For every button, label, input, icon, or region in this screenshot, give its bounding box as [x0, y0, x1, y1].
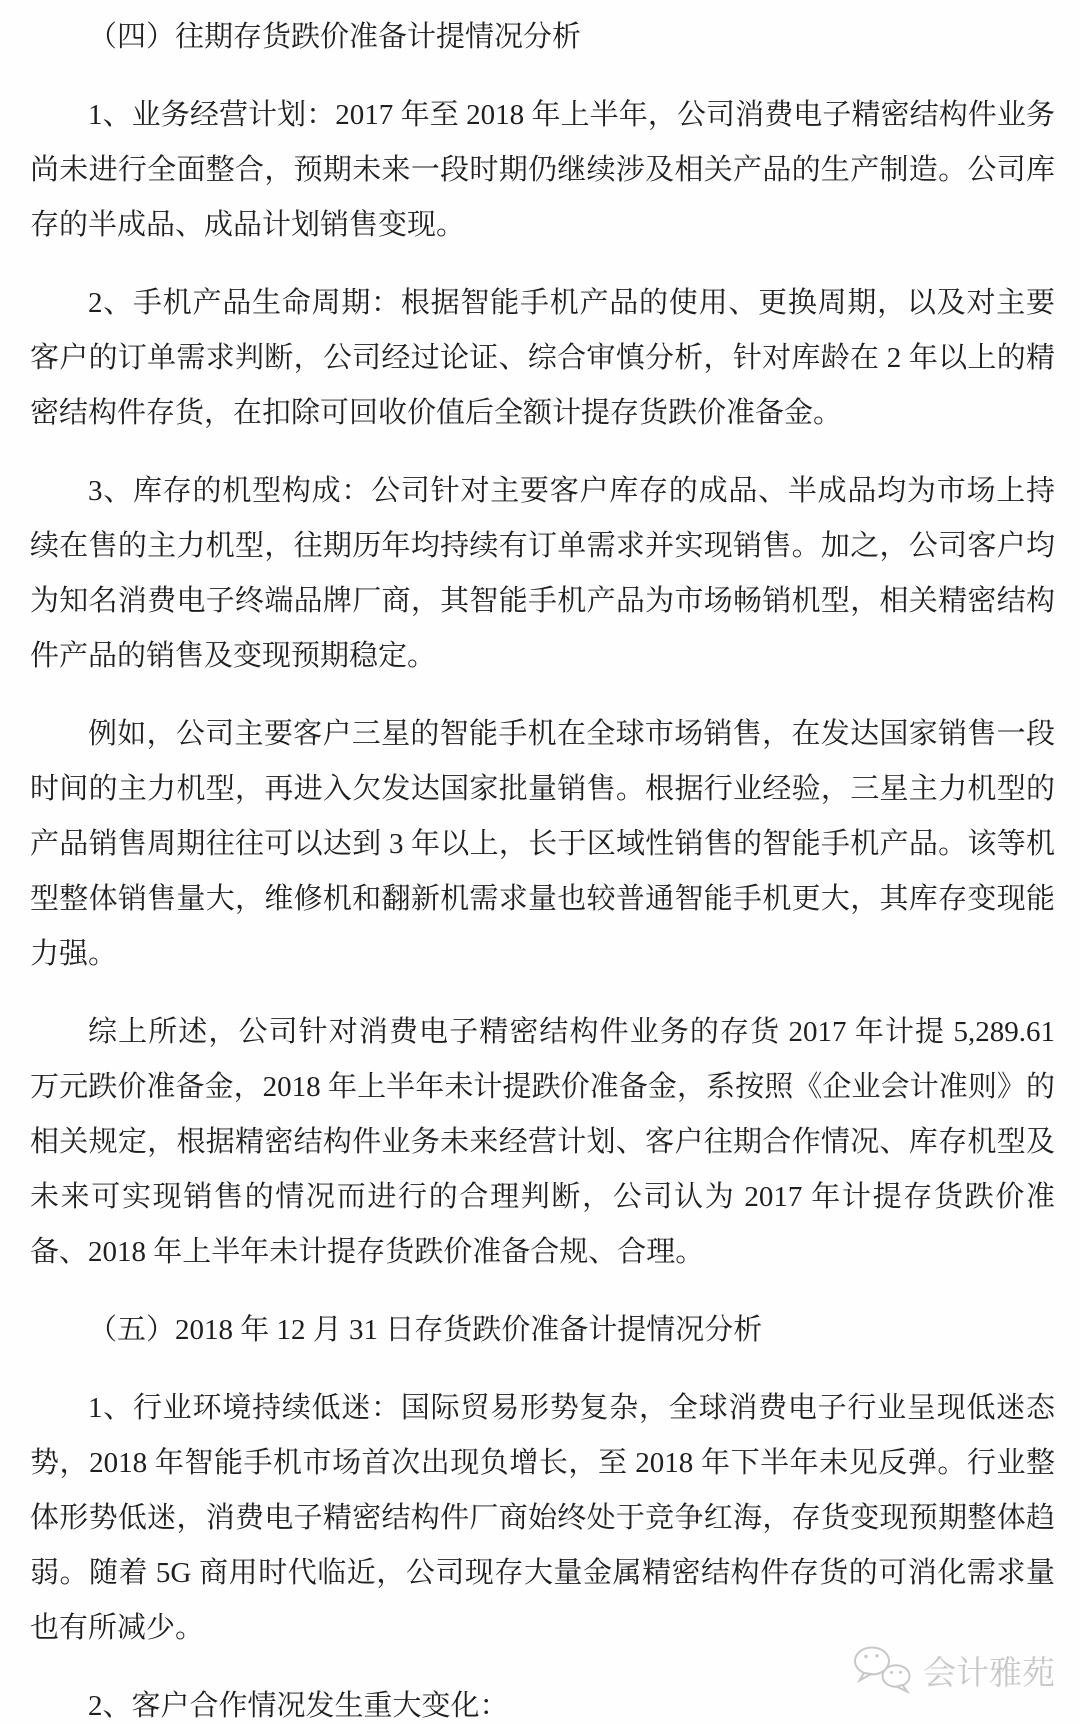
watermark	[851, 1645, 1055, 1695]
paragraph-customer-cooperation: 2、客户合作情况发生重大变化：	[88, 1690, 509, 1722]
paragraph-industry-downturn: 1、行业环境持续低迷：国际贸易形势复杂，全球消费电子行业呈现低迷态势，2018 年智能手机市场首次出现负增长，至 2018 年下半年未见反弹。行业整体形势低迷，消费电子精密结构件厂商始终处于竞争红海，存货变现预期整体趋弱。随着 5G 商用时代临近，公司现存大量金属精密结构件存货的可消化需求量也有所减少。	[30, 1392, 1055, 1644]
wechat-chat-bubbles-icon	[851, 1645, 915, 1695]
paragraph-samsung-example: 例如，公司主要客户三星的智能手机在全球市场销售，在发达国家销售一段时间的主力机型，再进入欠发达国家批量销售。根据行业经验，三星主力机型的产品销售周期往往可以达到 3 年以上，长于区域性销售的智能手机产品。该等机型整体销售量大，维修机和翻新机需求量也较普通智能手机更大，其库存变现能力强。	[30, 718, 1055, 970]
paragraph-inventory-models: 3、库存的机型构成：公司针对主要客户库存的成品、半成品均为市场上持续在售的主力机型，往期历年均持续有订单需求并实现销售。加之，公司客户均为知名消费电子终端品牌厂商，其智能手机产品为市场畅销机型，相关精密结构件产品的销售及变现预期稳定。	[30, 475, 1055, 672]
section-heading-past-provision: （四）往期存货跌价准备计提情况分析	[88, 21, 582, 53]
paragraph-business-plan: 1、业务经营计划：2017 年至 2018 年上半年，公司消费电子精密结构件业务尚未进行全面整合，预期未来一段时期仍继续涉及相关产品的生产制造。公司库存的半成品、成品计划销售变现。	[30, 99, 1055, 241]
paragraph-product-lifecycle: 2、手机产品生命周期：根据智能手机产品的使用、更换周期，以及对主要客户的订单需求判断，公司经过论证、综合审慎分析，针对库龄在 2 年以上的精密结构件存货，在扣除可回收价值后全额计提存货跌价准备金。	[30, 287, 1055, 429]
section-heading-2018-provision: （五）2018 年 12 月 31 日存货跌价准备计提情况分析	[88, 1314, 763, 1346]
watermark-text: 会计雅苑	[923, 1655, 1055, 1692]
paragraph-conclusion: 综上所述，公司针对消费电子精密结构件业务的存货 2017 年计提 5,289.61 万元跌价准备金，2018 年上半年未计提跌价准备金，系按照《企业会计准则》的相关规定，根据精密结构件业务未来经营计划、客户往期合作情况、库存机型及未来可实现销售的情况而进行的合理判断，公司认为 2017 年计提存货跌价准备、2018 年上半年未计提存货跌价准备合规、合理。	[30, 1016, 1055, 1268]
